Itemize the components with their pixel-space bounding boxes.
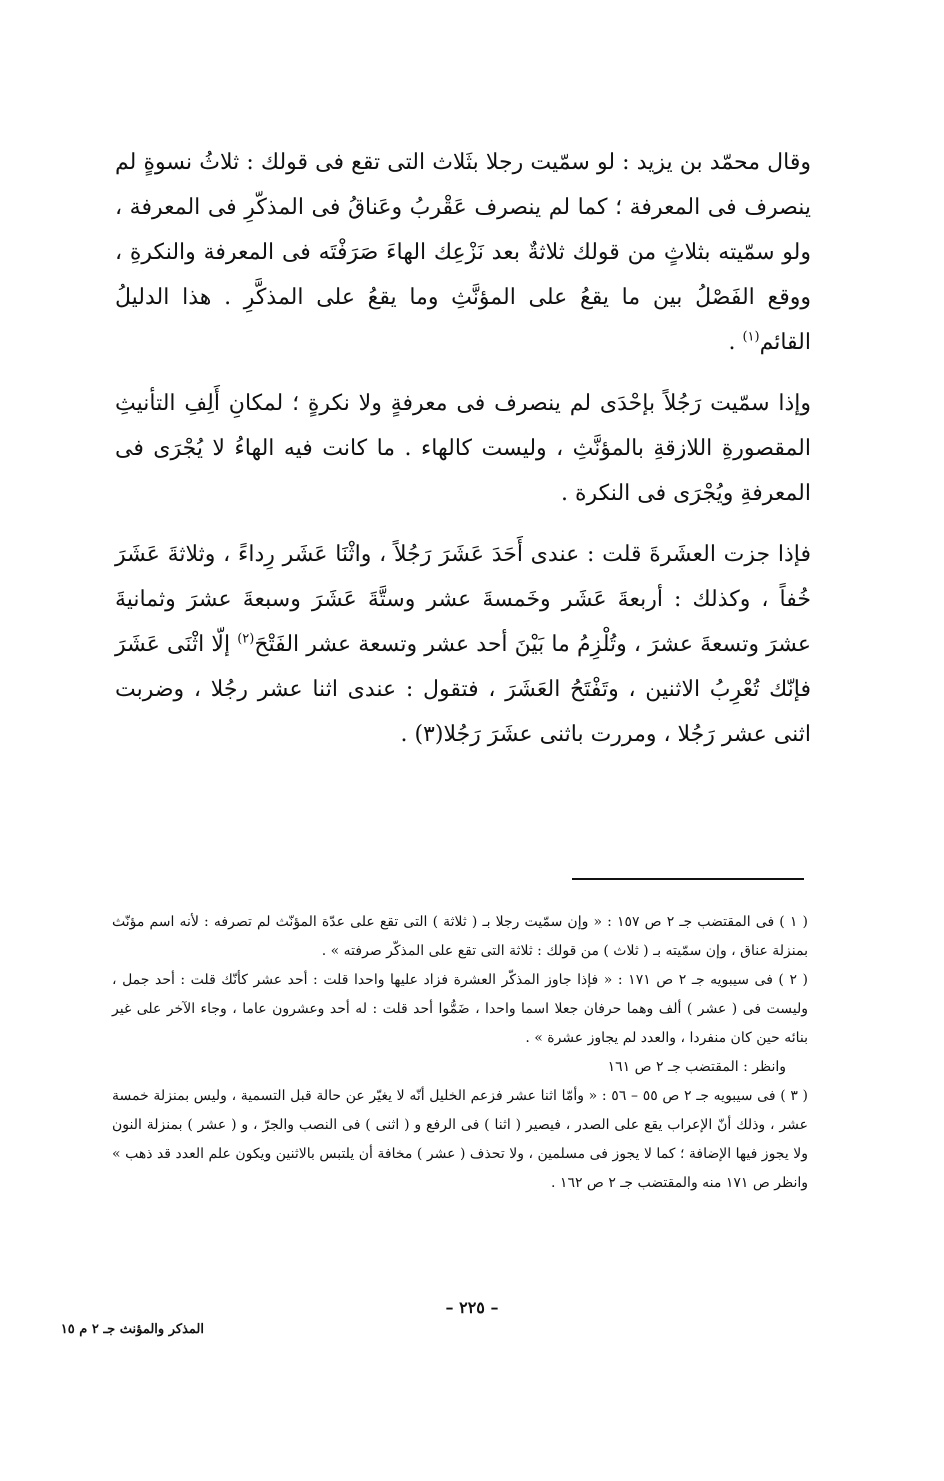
paragraph-text: وقال محمّد بن يزيد : لو سمّيت رجلا بثَلاث التى تقع فى قولك : ثلاثُ نسوةٍ لم ينصرف فى المعرفة ؛ كما لم ينصرف عَقْربُ وعَناقُ فى المذكّرِ فى المعرفة ، ولو سمّيته بثلاثٍ من قولك ثلاثةٌ بعد نَزْعِك الهاءَ صَرَفْتَه فى المعرفة والنكرةِ ، ووقع الفَصْلُ بين ما يقعُ على المؤنَّثِ وما يقعُ على المذكَّرِ . هذا الدليلُ القائم: [115, 150, 812, 355]
main-text: [115, 140, 811, 757]
footnote-1: ( ١ ) فى المقتضب جـ ٢ ص ١٥٧ : « وإن سمّيت رجلا بـ ( ثلاثة ) التى تقع على عدّة المؤنّث لم تصرفه : لأنه اسم مؤنّث بمنزلة عناق ، وإن سمّيته بـ ( ثلاث ) من قولك : ثلاثة التى تقع على المذكّر صرفته » .: [112, 914, 808, 959]
page-number: – ٢٢٥ –: [445, 1298, 499, 1317]
footnote-separator: [572, 878, 804, 880]
footnote-2: ( ٢ ) فى سيبويه جـ ٢ ص ١٧١ : « فإذا جاوز المذكّر العشرة فزاد عليها واحدا قلت : أحد عشر كأنّك قلت : أحد جمل ، وليست فى ( عشر ) ألف وهما حرفان جعلا اسما واحدا ، ضَمُّوا أحد قلت : له أحد وعشرون عاما ، وجاء الآخر على غير بنائه حين كان منفردا ، والعدد لم يجاوز عشرة » .: [112, 972, 808, 1046]
footnote-reference: (١): [742, 329, 760, 345]
footnote-3: ( ٣ ) فى سيبويه جـ ٢ ص ٥٥ – ٥٦ : « وأمّا اثنا عشر فزعم الخليل أنّه لا يغيّر عن حالة قبل التسمية ، وليس بمنزلة خمسة عشر ، وذلك أنّ الإعراب يقع على الصدر ، فيصير ( اثنا ) فى الرفع و ( اثنى ) فى النصب والجرّ ، و ( عشر ) بمنزلة النون ولا يجوز فيها الإضافة ؛ كما لا يجوز فى مسلمين ، ولا تحذف ( عشر ) مخافة أن يلتبس بالاثنين ويكون علم العدد قد ذهب » وانظر ص ١٧١ منه والمقتضب جـ ٢ ص ١٦٢ .: [112, 1088, 809, 1191]
paragraph-2: [115, 381, 811, 516]
printer-signature: المذكر والمؤنث جـ ٢ م ١٥: [60, 1322, 204, 1337]
paragraph-text: فإذا جزت العشَرةَ قلت : عندى أَحَدَ عَشَرَ رَجُلاً ، واثْنَا عَشَر رِداءً ، وثلاثةَ عَشَرَ خُفاً ، وكذلك : أربعةَ عَشَر وخَمسةَ عشر وستَّةَ عَشَرَ وسبعةَ عشرَ وثمانيةَ عشرَ وتسعةَ عشرَ ، وتُلْزِمُ ما بَيْنَ أحد عشر وتسعة عشر الفَتْحَ: [115, 542, 811, 657]
footnote-2-see-also: وانظر : المقتضب جـ ٢ ص ١٦١: [607, 1059, 786, 1075]
paragraph-1: [115, 140, 811, 365]
paragraph-tail: إلّا اثْنَى عَشَرَ فإنّك تُعْرِبُ الاثنين ، وتَفْتَحُ العَشَرَ ، فتقول : عندى اثنا عشر رجُلا ، وضربت اثنى عشر رَجُلا ، ومررت باثنى عشَرَ رَجُلا(٣) .: [115, 632, 811, 747]
footnotes: [112, 908, 808, 1198]
paragraph-3: [115, 532, 811, 757]
footnote-reference: (٢): [237, 631, 255, 647]
paragraph-tail: .: [728, 330, 743, 355]
paragraph-text: وإذا سمّيت رَجُلاً بإحْدَى لم ينصرف فى معرفةٍ ولا نكرةٍ ؛ لمكانِ أَلِفِ التأنيثِ المقصورةِ اللازقةِ بالمؤنَّثِ ، وليست كالهاء . ما كانت فيه الهاءُ لا يُجْرَى فى المعرفةِ ويُجْرَى فى النكرة .: [115, 391, 811, 506]
